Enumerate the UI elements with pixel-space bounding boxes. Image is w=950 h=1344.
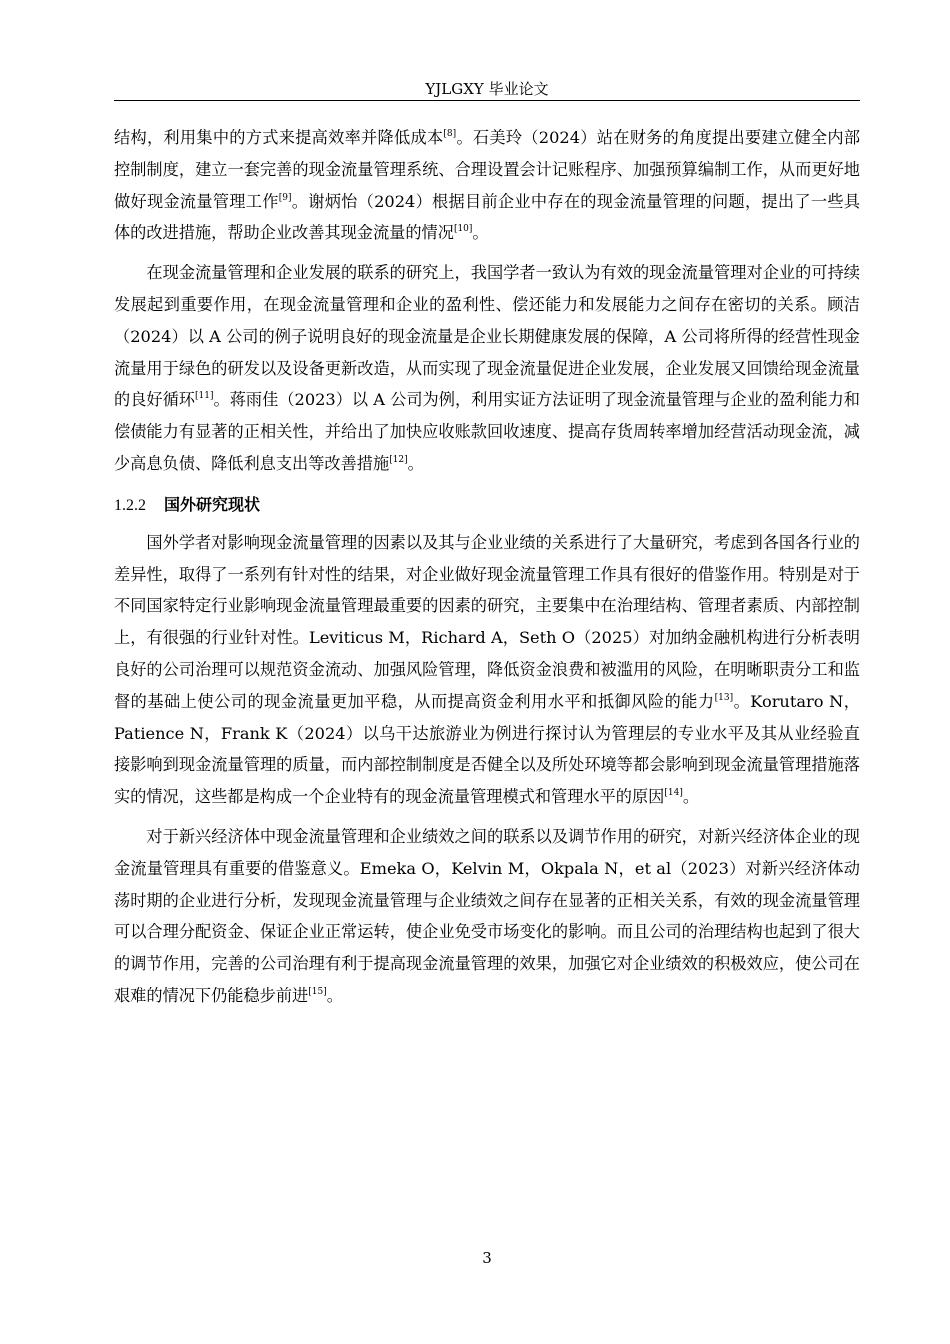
body-text	[114, 122, 860, 1020]
paragraph-text: 。	[682, 787, 700, 807]
paragraph	[114, 257, 860, 480]
citation-marker: [15]	[308, 986, 327, 997]
paragraph	[114, 821, 860, 1012]
paragraph-text: 结构，利用集中的方式来提高效率并降低成本	[114, 128, 444, 147]
citation-marker: [11]	[195, 391, 214, 402]
paragraph-text: 。	[326, 985, 343, 1005]
paragraph-text: 。蒋雨佳（2023）以 A 公司为例，利用实证方法证明了现金流量管理与企业的盈利能力和偿债能力有显著的正相关性，并给出了加快应收账款回收速度、提高存货周转率增加经营活动现金流，减少高息负债、降低利息支出等改善措施	[114, 390, 860, 473]
page-number: 3	[482, 1249, 492, 1267]
section-number: 1.2.2	[114, 496, 146, 514]
paragraph-text: 对于新兴经济体中现金流量管理和企业绩效之间的联系以及调节作用的研究，对新兴经济体企业的现金流量管理具有重要的借鉴意义。Emeka O，Kelvin M，Okpala N，et al（2023）对新兴经济体动荡时期的企业进行分析，发现现金流量管理与企业绩效之间存在显著的正相关关系，有效的现金流量管理可以合理分配资金、保证企业正常运转，使企业免受市场变化的影响。而且公司的治理结构也起到了很大的调节作用，完善的公司治理有利于提高现金流量管理的效果，加强它对企业绩效的积极效应，使公司在艰难的情况下仍能稳步前进	[114, 826, 860, 1005]
paragraph-text: 。谢炳怡（2024）根据目前企业中存在的现金流量管理的问题，提出了一些具体的改进措施，帮助企业改善其现金流量的情况	[114, 191, 861, 243]
paragraph-text: 国外学者对影响现金流量管理的因素以及其与企业业绩的关系进行了大量研究，考虑到各国各行业的差异性，取得了一系列有针对性的结果，对企业做好现金流量管理工作具有很好的借鉴作用。特别是对于不同国家特定行业影响现金流量管理最重要的因素的研究，主要集中在治理结构、管理者素质、内部控制上，有很强的行业针对性。Leviticus M，Richard A，Seth O（2025）对加纳金融机构进行分析表明良好的公司治理可以规范资金流动、加强风险管理，降低资金浪费和被滥用的风险，在明晰职责分工和监督的基础上使公司的现金流量更加平稳，从而提高资金利用水平和抵御风险的能力	[114, 532, 860, 711]
citation-marker: [14]	[664, 788, 683, 799]
citation-marker: [13]	[714, 692, 734, 703]
citation-marker: [8]	[443, 129, 457, 139]
citation-marker: [12]	[389, 454, 408, 465]
section-title: 国外研究现状	[164, 494, 261, 514]
paragraph-text: 。石美玲（2024）站在财务的角度提出要建立健全内部控制制度，建立一套完善的现金流量管理系统、合理设置会计记账程序、加强预算编制工作，从而更好地做好现金流量管理工作	[114, 128, 861, 211]
header-rule	[114, 100, 860, 101]
paragraph-text: 在现金流量管理和企业发展的联系的研究上，我国学者一致认为有效的现金流量管理对企业的可持续发展起到重要作用，在现金流量管理和企业的盈利性、偿还能力和发展能力之间存在密切的关系。顾洁（2024）以 A 公司的例子说明良好的现金流量是企业长期健康发展的保障，A 公司将所得的经营性现金流量用于绿色的研发以及设备更新改造，从而实现了现金流量促进企业发展，企业发展又回馈给现金流量的良好循环	[114, 263, 860, 410]
paragraph	[114, 122, 860, 249]
paragraph	[114, 527, 860, 813]
paragraph-text: 。	[407, 453, 424, 473]
running-header: YJLGXY 毕业论文	[425, 80, 549, 98]
section-heading	[114, 490, 860, 521]
paragraph-text: 。	[472, 223, 489, 243]
paragraph-text: 。Korutaro N，Patience N，Frank K（2024）以乌干达旅游业为例进行探讨认为管理层的专业水平及其从业经验直接影响到现金流量管理的质量，而内部控制制度是否健全以及所处环境等都会影响到现金流量管理措施落实的情况，这些都是构成一个企业特有的现金流量管理模式和管理水平的原因	[114, 691, 860, 807]
citation-marker: [10]	[453, 224, 473, 235]
citation-marker: [9]	[278, 192, 292, 203]
